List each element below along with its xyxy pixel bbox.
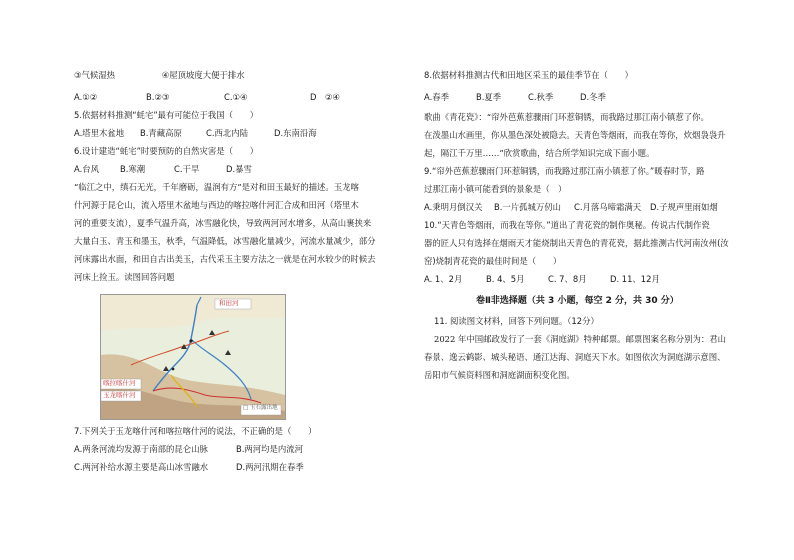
q11-line: 岳阳市气候资料图和洞庭湖面积变化图。 (424, 370, 575, 380)
q6-option-c[interactable]: C.干旱 (174, 164, 200, 174)
passage-line: 河床露出水面，和田自古出美玉，古代采玉主要方法之一就是在河水较少的时候去 (74, 254, 376, 264)
q10-option-a[interactable]: A. 1、2月 (424, 274, 463, 284)
option-line-3-4 (74, 70, 245, 81)
q11-line: 2022 年中国邮政发行了一套《洞庭湖》特种邮票。邮票图案名称分别为：君山 (434, 334, 726, 344)
song-line: 歌曲《青花瓷》：“帘外芭蕉惹骤雨门环惹铜锈，而我路过那江南小镇惹了你。 (424, 112, 709, 122)
question-11: 11. 阅读图文材料，回答下列问题。（12分） (434, 316, 599, 326)
q7-option-d[interactable]: D.两河汛期在春季 (236, 462, 304, 472)
q6-option-a[interactable]: A.台风 (74, 164, 99, 174)
q4-option-c[interactable]: C.①④ (224, 92, 248, 102)
question-9: 9.“帘外芭蕉惹骤雨门环惹铜锈，而我路过那江南小镇惹了你。”暖春时节，路 (424, 166, 705, 176)
question-10: 10.“天青色等烟雨，而我在等你。”道出了青花瓷的制作奥秘。传说古代制作瓷 (424, 220, 710, 230)
q8-option-a[interactable]: A.春季 (424, 92, 449, 102)
question-5: 5.依据材料推测“蚝宅”最有可能位于我国（ ） (74, 110, 259, 120)
passage-line: 河床上捡玉。读图回答问题 (74, 272, 175, 282)
q9-option-d[interactable]: D.子规声里雨如烟 (650, 202, 718, 212)
q9-option-a[interactable]: A.秉明月倒汉关 (424, 202, 483, 212)
q4-option-a[interactable]: A.①② (74, 92, 98, 102)
map-label-karakash-river: 喀拉喀什河 (103, 379, 136, 387)
question-7: 7.下列关于玉龙喀什河和喀拉喀什河的说法，不正确的是（ ） (74, 426, 317, 436)
q7-option-b[interactable]: B.两河均是内流河 (236, 444, 304, 454)
q9-option-b[interactable]: B.一片孤城万仞山 (494, 202, 562, 212)
q8-option-b[interactable]: B.夏季 (476, 92, 502, 102)
q5-option-c[interactable]: C.西北内陆 (206, 128, 249, 138)
q5-option-d[interactable]: D.东南沿海 (274, 128, 317, 138)
map-label-yurungkash-river: 玉龙喀什河 (103, 391, 136, 399)
q11-line: 春景、逸云鹤影、城头秘语、通江达海、洞庭天下水。如图依次为洞庭湖示意图、 (424, 352, 726, 362)
passage-line: 大量白玉、青玉和墨玉，秋季，气温降低，冰雪融化量减少，河流水量减少，部分 (74, 236, 376, 246)
map-legend: □ 玉石露出地 (243, 405, 278, 411)
q7-option-c[interactable]: C.两河补给水源主要是高山冰雪融水 (74, 462, 209, 472)
q8-option-d[interactable]: D.冬季 (580, 92, 606, 102)
q9-option-c[interactable]: C.月落乌啼霜满天 (574, 202, 642, 212)
q4-option-b[interactable]: B.②③ (146, 92, 170, 102)
q4-option-d[interactable]: D ②④ (310, 92, 340, 102)
q7-option-a[interactable]: A.两条河流均发源于南部的昆仑山脉 (74, 444, 208, 454)
question-8: 8.依据材料推测古代和田地区采玉的最佳季节在（ ） (424, 70, 633, 80)
question-9-cont: 过那江南小镇可能看到的景象是（ ） (424, 184, 567, 194)
song-line: 起，隔江千万里……”欣赏歌曲，结合所学知识完成下面小题。 (424, 148, 655, 158)
q10-option-d[interactable]: D. 11、12月 (610, 274, 660, 284)
question-6: 6.设计建造“蚝宅”时要预防的自然灾害是（ ） (74, 146, 259, 156)
passage-line: 河的重要支流），夏季气温升高，冰雪融化快，导致两河河水增多，从高山裹挟来 (74, 218, 372, 228)
q6-option-d[interactable]: D.暴雪 (226, 164, 252, 174)
q10-option-c[interactable]: C. 7、8月 (548, 274, 587, 284)
option-4: ④屋顶坡度大便于排水 (161, 70, 245, 80)
song-line: 在泼墨山水画里，你从墨色深处被隐去。天青色等烟雨，而我在等你，炊烟袅袅升 (424, 130, 726, 140)
option-3: ③气候湿热 (74, 70, 116, 80)
map-label-hotan-river: 和田河 (219, 299, 239, 307)
q5-option-a[interactable]: A.塔里木盆地 (74, 128, 125, 138)
q5-option-b[interactable]: B.青藏高原 (140, 128, 182, 138)
q10-option-b[interactable]: B. 4、5月 (486, 274, 525, 284)
q6-option-b[interactable]: B.寒潮 (120, 164, 146, 174)
passage-line: 什河源于昆仑山，流入塔里木盆地与西边的喀拉喀什河汇合成和田河（塔里木 (74, 200, 359, 210)
question-10-cont: 窑)烧制青花瓷的最佳时间是（ ） (424, 256, 562, 266)
question-10-cont: 器的匠人只有选择在烟雨天才能烧制出天青色的青花瓷，据此推测古代河南汝州(汝 (424, 238, 729, 248)
q8-option-c[interactable]: C.秋季 (528, 92, 554, 102)
passage-line: “临江之中，缜石无光，千年磨砺，温润有方”是对和田玉最好的描述。玉龙喀 (74, 182, 359, 192)
section-2-heading: 卷Ⅱ非选择题（共 3 小题，每空 2 分，共 30 分） (476, 296, 679, 306)
hotan-river-map (100, 294, 286, 420)
